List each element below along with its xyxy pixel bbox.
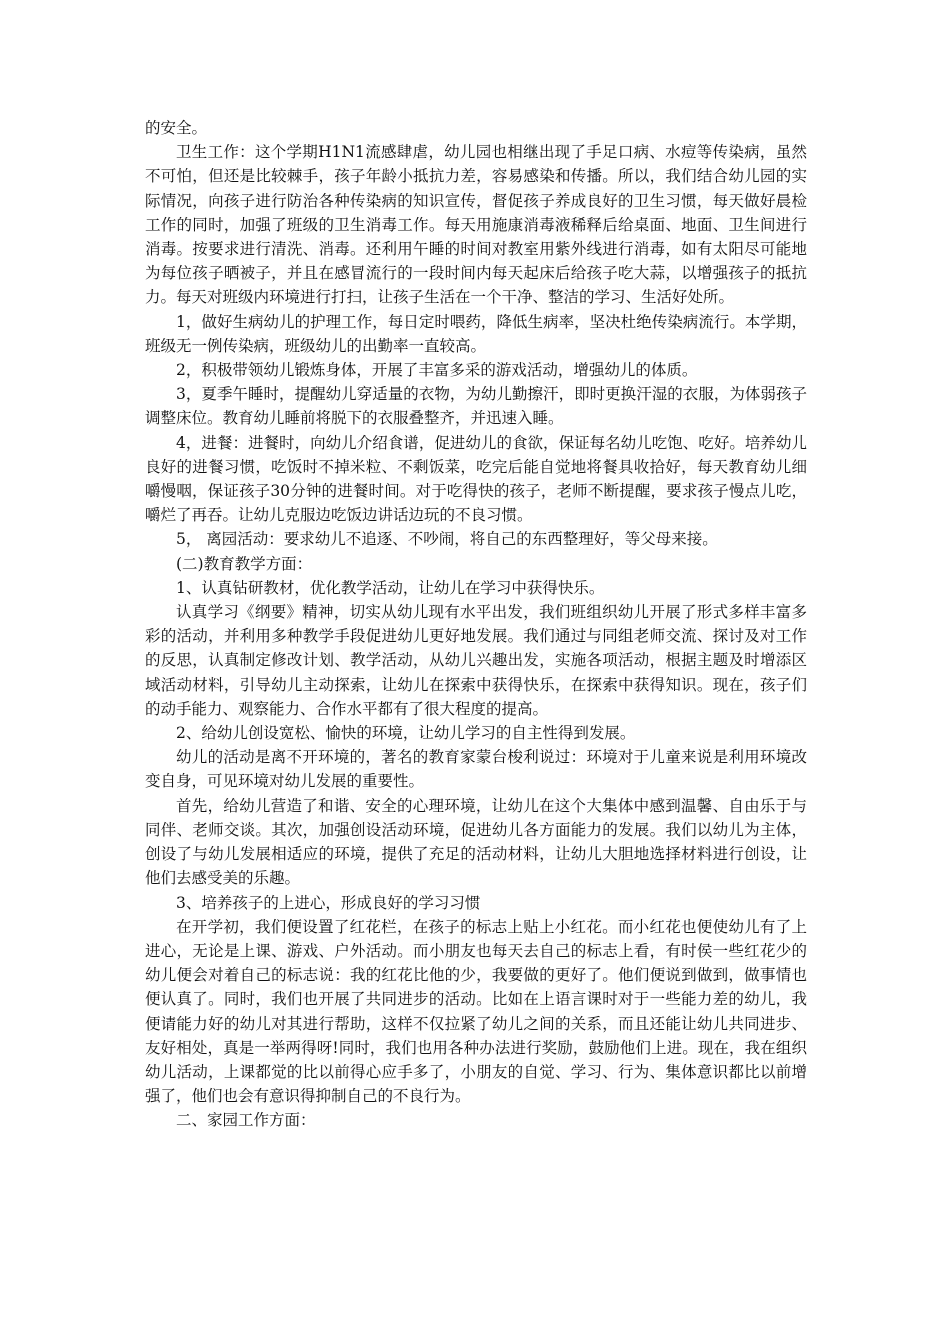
paragraph-4: 2，积极带领幼儿锻炼身体，开展了丰富多采的游戏活动，增强幼儿的体质。 <box>176 361 698 380</box>
section-heading-home: 二、家园工作方面： <box>176 1111 316 1130</box>
paragraph-15: 在开学初，我们便设置了红花栏，在孩子的标志上贴上小红花。而小红花也便使幼儿有了上进心，无论是上课、游戏、户外活动。而小朋友也每天去自己的标志上看，有时侯一些红花少的幼儿便会对着自己的标志说：我的红花比他的少，我要做的更好了。他们便说到做到，做事情也便认真了。同时，我们也开展了共同进步的活动。比如在上语言课时对于一些能力差的幼儿，我便请能力好的幼儿对其进行帮助，这样不仅拉紧了幼儿之间的关系，而且还能让幼儿共同进步、友好相处，真是一举两得呀!同时，我们也用各种办法进行奖励，鼓励他们上进。现在，我在组织幼儿活动，上课都觉的比以前得心应手多了，小朋友的自觉、学习、行为、集体意识都比以前增强了，他们也会有意识得抑制自己的不良行为。 <box>145 917 807 1106</box>
paragraph-13: 首先，给幼儿营造了和谐、安全的心理环境，让幼儿在这个大集体中感到温馨、自由乐于与同伴、老师交谈。其次，加强创设活动环境，促进幼儿各方面能力的发展。我们以幼儿为主体，创设了与幼儿发展相适应的环境，提供了充足的活动材料，让幼儿大胆地选择材料进行创设，让他们去感受美的乐趣。 <box>145 796 807 888</box>
paragraph-7: 5， 离园活动：要求幼儿不追逐、不吵闹，将自己的东西整理好，等父母来接。 <box>176 530 718 549</box>
paragraph-2: 卫生工作：这个学期H1N1流感肆虐，幼儿园也相继出现了手足口病、水痘等传染病，虽然不可怕，但还是比较棘手，孩子年龄小抵抗力差，容易感染和传播。所以，我们结合幼儿园的实际情况，向孩子进行防治各种传染病的知识宣传，督促孩子养成良好的卫生习惯，每天做好晨检工作的同时，加强了班级的卫生消毒工作。每天用施康消毒液稀释后给桌面、地面、卫生间进行消毒。按要求进行清洗、消毒。还利用午睡的时间对教室用紫外线进行消毒，如有太阳尽可能地为每位孩子晒被子，并且在感冒流行的一段时间内每天起床后给孩子吃大蒜，以增强孩子的抵抗力。每天对班级内环境进行打扫，让孩子生活在一个干净、整洁的学习、生活好处所。 <box>145 143 807 307</box>
paragraph-5: 3，夏季午睡时，提醒幼儿穿适量的衣物，为幼儿勤擦汗，即时更换汗湿的衣服，为体弱孩子调整床位。教育幼儿睡前将脱下的衣服叠整齐，并迅速入睡。 <box>145 385 807 428</box>
paragraph-6: 4，进餐：进餐时，向幼儿介绍食谱，促进幼儿的食欲，保证每名幼儿吃饱、吃好。培养幼儿良好的进餐习惯，吃饭时不掉米粒、不剩饭菜，吃完后能自觉地将餐具收拾好，每天教育幼儿细嚼慢咽，保证孩子30分钟的进餐时间。对于吃得快的孩子，老师不断提醒，要求孩子慢点儿吃，嚼烂了再吞。让幼儿克服边吃饭边讲话边玩的不良习惯。 <box>145 433 807 525</box>
paragraph-1: 的安全。 <box>145 119 208 137</box>
paragraph-10: 认真学习《纲要》精神，切实从幼儿现有水平出发，我们班组织幼儿开展了形式多样丰富多彩的活动，并利用多种教学手段促进幼儿更好地发展。我们通过与同组老师交流、探讨及对工作的反思，认真制定修改计划、教学活动，从幼儿兴趣出发，实施各项活动，根据主题及时增添区域活动材料，引导幼儿主动探索，让幼儿在探索中获得快乐，在探索中获得知识。现在，孩子们的动手能力、观察能力、合作水平都有了很大程度的提高。 <box>145 603 807 718</box>
subheading-3: 3、培养孩子的上进心，形成良好的学习习惯 <box>176 893 481 912</box>
subheading-1: 1、认真钻研教材，优化教学活动，让幼儿在学习中获得快乐。 <box>176 578 605 597</box>
paragraph-3: 1，做好生病幼儿的护理工作，每日定时喂药，降低生病率，坚决杜绝传染病流行。本学期，班级无一例传染病，班级幼儿的出勤率一直较高。 <box>145 312 807 355</box>
section-heading-teaching: (二)教育教学方面： <box>176 554 313 573</box>
subheading-2: 2、给幼儿创设宽松、愉快的环境，让幼儿学习的自主性得到发展。 <box>176 724 636 743</box>
document-page <box>145 116 807 1133</box>
paragraph-12: 幼儿的活动是离不开环境的，著名的教育家蒙台梭利说过：环境对于儿童来说是利用环境改变自身，可见环境对幼儿发展的重要性。 <box>145 748 807 791</box>
